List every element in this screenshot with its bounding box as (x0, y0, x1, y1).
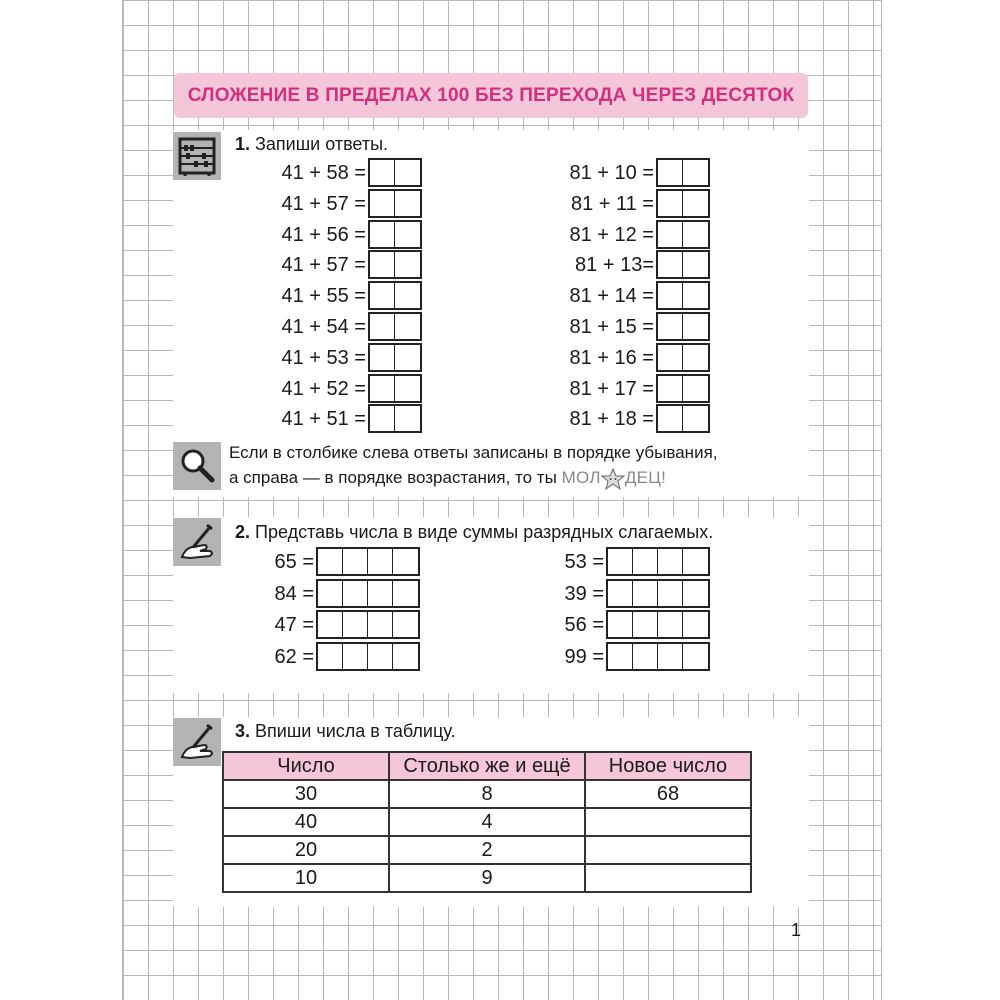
abacus-icon (173, 132, 221, 180)
task1-left-expression: 41 + 57 = (281, 254, 366, 277)
table-header-more: Столько же и ещё (389, 752, 585, 780)
answer-cell[interactable] (370, 283, 395, 308)
answer-cell[interactable] (658, 191, 683, 216)
molodec-start: МОЛ (561, 468, 601, 487)
answer-cell[interactable] (395, 376, 420, 401)
table-row (223, 864, 751, 892)
table-cell-answer[interactable]: 68 (585, 780, 751, 808)
task2-right-expression: 39 = (564, 582, 604, 605)
answer-cell[interactable] (395, 160, 420, 185)
answer-cell[interactable] (633, 644, 658, 669)
task2-left-expression: 65 = (274, 551, 314, 573)
task1-left-expression: 41 + 57 = (281, 192, 366, 215)
answer-cell[interactable] (683, 376, 708, 401)
answer-cell[interactable] (318, 549, 343, 574)
task1-left-answer-cells[interactable] (368, 374, 422, 403)
task1-right-expression: 81 + 15 = (569, 316, 654, 338)
task2-left-expression: 84 = (274, 582, 314, 605)
star-face-icon (601, 468, 625, 490)
hint-line-2-text: а справа — в порядке возрастания, то ты (229, 468, 557, 487)
answer-cell[interactable] (393, 644, 418, 669)
table-cell-answer[interactable] (585, 836, 751, 864)
answer-cell[interactable] (658, 644, 683, 669)
answer-cell[interactable] (395, 252, 420, 277)
task1-left-expression: 41 + 51 = (281, 408, 366, 431)
answer-cell[interactable] (658, 314, 683, 339)
task1-right-answer-cells[interactable] (656, 343, 710, 372)
task1-left-expression: 41 + 56 = (281, 223, 366, 246)
answer-cell[interactable] (318, 644, 343, 669)
task2-title (235, 522, 713, 543)
answer-cell[interactable] (683, 222, 708, 247)
table-cell: 20 (223, 836, 389, 864)
task2-left-answer-cells[interactable] (316, 547, 420, 576)
answer-cell[interactable] (683, 314, 708, 339)
molodec-word (562, 468, 667, 487)
answer-cell[interactable] (633, 581, 658, 606)
answer-cell[interactable] (658, 160, 683, 185)
answer-cell[interactable] (393, 549, 418, 574)
answer-cell[interactable] (658, 283, 683, 308)
answer-cell[interactable] (395, 191, 420, 216)
task1-right-answer-cells[interactable] (656, 220, 710, 249)
answer-cell[interactable] (370, 376, 395, 401)
answer-cell[interactable] (658, 612, 683, 637)
task1-left-expression: 41 + 58 = (281, 162, 366, 184)
table-row (223, 836, 751, 864)
table-row (223, 808, 751, 836)
answer-cell[interactable] (395, 222, 420, 247)
answer-cell[interactable] (658, 376, 683, 401)
table-cell: 10 (223, 864, 389, 892)
answer-cell[interactable] (658, 549, 683, 574)
table-cell-answer[interactable] (585, 864, 751, 892)
task2-right-expression: 53 = (564, 551, 604, 573)
task1-left-expression: 41 + 52 = (281, 377, 366, 400)
answer-cell[interactable] (683, 252, 708, 277)
answer-cell[interactable] (658, 581, 683, 606)
answer-cell[interactable] (658, 252, 683, 277)
task1-left-expression: 41 + 55 = (281, 285, 366, 308)
answer-cell[interactable] (658, 406, 683, 431)
table-cell: 40 (223, 808, 389, 836)
answer-cell[interactable] (370, 191, 395, 216)
answer-cell[interactable] (608, 644, 633, 669)
task1-right-answer-cells[interactable] (656, 312, 710, 341)
task1-left-answer-cells[interactable] (368, 220, 422, 249)
task2-right-answer-cells[interactable] (606, 642, 710, 671)
hint-text (229, 440, 718, 490)
answer-cell[interactable] (658, 345, 683, 370)
task1-left-answer-cells[interactable] (368, 250, 422, 279)
answer-cell[interactable] (343, 549, 368, 574)
task1-right-expression: 81 + 17 = (569, 377, 654, 400)
hint-line-2 (229, 465, 718, 490)
answer-cell[interactable] (343, 644, 368, 669)
table-header-number: Число (223, 752, 389, 780)
answer-cell[interactable] (683, 345, 708, 370)
hint-line-1: Если в столбике слева ответы записаны в порядке убывания, (229, 443, 718, 462)
writing-hand-icon (173, 518, 221, 566)
task1-right-expression: 81 + 10 = (569, 162, 654, 184)
task1-left-answer-cells[interactable] (368, 158, 422, 187)
table-cell-answer[interactable] (585, 808, 751, 836)
answer-cell[interactable] (343, 612, 368, 637)
answer-cell[interactable] (370, 222, 395, 247)
answer-cell[interactable] (368, 644, 393, 669)
answer-cell[interactable] (658, 222, 683, 247)
answer-cell[interactable] (683, 406, 708, 431)
table-cell: 2 (389, 836, 585, 864)
task1-right-answer-cells[interactable] (656, 404, 710, 433)
answer-cell[interactable] (370, 252, 395, 277)
answer-cell[interactable] (370, 406, 395, 431)
answer-cell[interactable] (633, 612, 658, 637)
task1-left-expression: 41 + 54 = (281, 316, 366, 338)
answer-cell[interactable] (318, 612, 343, 637)
answer-cell[interactable] (683, 549, 708, 574)
task2-left-expression: 47 = (274, 614, 314, 636)
task1-right-expression: 81 + 16 = (569, 346, 654, 369)
answer-cell[interactable] (608, 581, 633, 606)
task1-title-text: Запиши ответы. (255, 134, 389, 154)
task2-title-text: Представь числа в виде суммы разрядных слагаемых. (255, 522, 714, 542)
task3-number: 3. (235, 721, 251, 741)
task1-right-answer-cells[interactable] (656, 189, 710, 218)
task2-panel (173, 517, 809, 693)
task2-right-answer-cells[interactable] (606, 579, 710, 608)
task3-title-text: Впиши числа в таблицу. (255, 721, 456, 741)
answer-cell[interactable] (370, 160, 395, 185)
task2-left-answer-cells[interactable] (316, 579, 420, 608)
page-title: СЛОЖЕНИЕ В ПРЕДЕЛАХ 100 БЕЗ ПЕРЕХОДА ЧЕРЕЗ ДЕСЯТОК (174, 73, 808, 118)
table-cell: 9 (389, 864, 585, 892)
answer-cell[interactable] (683, 283, 708, 308)
answer-cell[interactable] (683, 160, 708, 185)
task1-right-answer-cells[interactable] (656, 281, 710, 310)
answer-cell[interactable] (318, 581, 343, 606)
task2-right-expression: 56 = (564, 614, 604, 636)
table-header-row (223, 752, 751, 780)
table-cell: 30 (223, 780, 389, 808)
answer-cell[interactable] (370, 345, 395, 370)
answer-cell[interactable] (608, 612, 633, 637)
table-cell: 4 (389, 808, 585, 836)
answer-cell[interactable] (343, 581, 368, 606)
answer-cell[interactable] (633, 549, 658, 574)
answer-cell[interactable] (368, 612, 393, 637)
answer-cell[interactable] (395, 283, 420, 308)
answer-cell[interactable] (683, 581, 708, 606)
task1-left-expression: 41 + 53 = (281, 346, 366, 369)
answer-cell[interactable] (368, 581, 393, 606)
answer-cell[interactable] (683, 191, 708, 216)
task2-left-answer-cells[interactable] (316, 610, 420, 639)
task1-right-answer-cells[interactable] (656, 158, 710, 187)
task1-left-answer-cells[interactable] (368, 312, 422, 341)
answer-cell[interactable] (683, 644, 708, 669)
table-cell: 8 (389, 780, 585, 808)
numbers-table (222, 751, 752, 893)
task2-right-answer-cells[interactable] (606, 547, 710, 576)
table-row (223, 780, 751, 808)
answer-cell[interactable] (368, 549, 393, 574)
answer-cell[interactable] (370, 314, 395, 339)
task1-left-answer-cells[interactable] (368, 189, 422, 218)
magnifier-icon (173, 442, 221, 490)
task1-left-answer-cells[interactable] (368, 281, 422, 310)
task1-right-expression: 81 + 12 = (569, 223, 654, 246)
task2-right-expression: 99 = (564, 645, 604, 668)
task1-right-expression: 81 + 18 = (569, 408, 654, 431)
task1-number: 1. (235, 134, 251, 154)
answer-cell[interactable] (395, 314, 420, 339)
task1-right-answer-cells[interactable] (656, 374, 710, 403)
task2-number: 2. (235, 522, 251, 542)
task1-right-expression: 81 + 11 = (570, 192, 654, 215)
task1-right-expression: 81 + 14 = (569, 285, 654, 308)
molodec-end: ДЕЦ! (624, 468, 667, 487)
task1-right-expression: 81 + 13= (575, 254, 654, 277)
answer-cell[interactable] (608, 549, 633, 574)
task2-left-answer-cells[interactable] (316, 642, 420, 671)
answer-cell[interactable] (683, 612, 708, 637)
task3-title (235, 721, 455, 742)
task1-right-answer-cells[interactable] (656, 250, 710, 279)
writing-hand-icon (173, 718, 221, 766)
page-number: 1 (791, 920, 802, 940)
answer-cell[interactable] (395, 406, 420, 431)
task2-right-answer-cells[interactable] (606, 610, 710, 639)
task1-left-answer-cells[interactable] (368, 404, 422, 433)
task1-left-answer-cells[interactable] (368, 343, 422, 372)
answer-cell[interactable] (393, 612, 418, 637)
answer-cell[interactable] (395, 345, 420, 370)
table-header-new: Новое число (585, 752, 751, 780)
task1-title (235, 134, 388, 155)
task2-left-expression: 62 = (274, 645, 314, 668)
answer-cell[interactable] (393, 581, 418, 606)
